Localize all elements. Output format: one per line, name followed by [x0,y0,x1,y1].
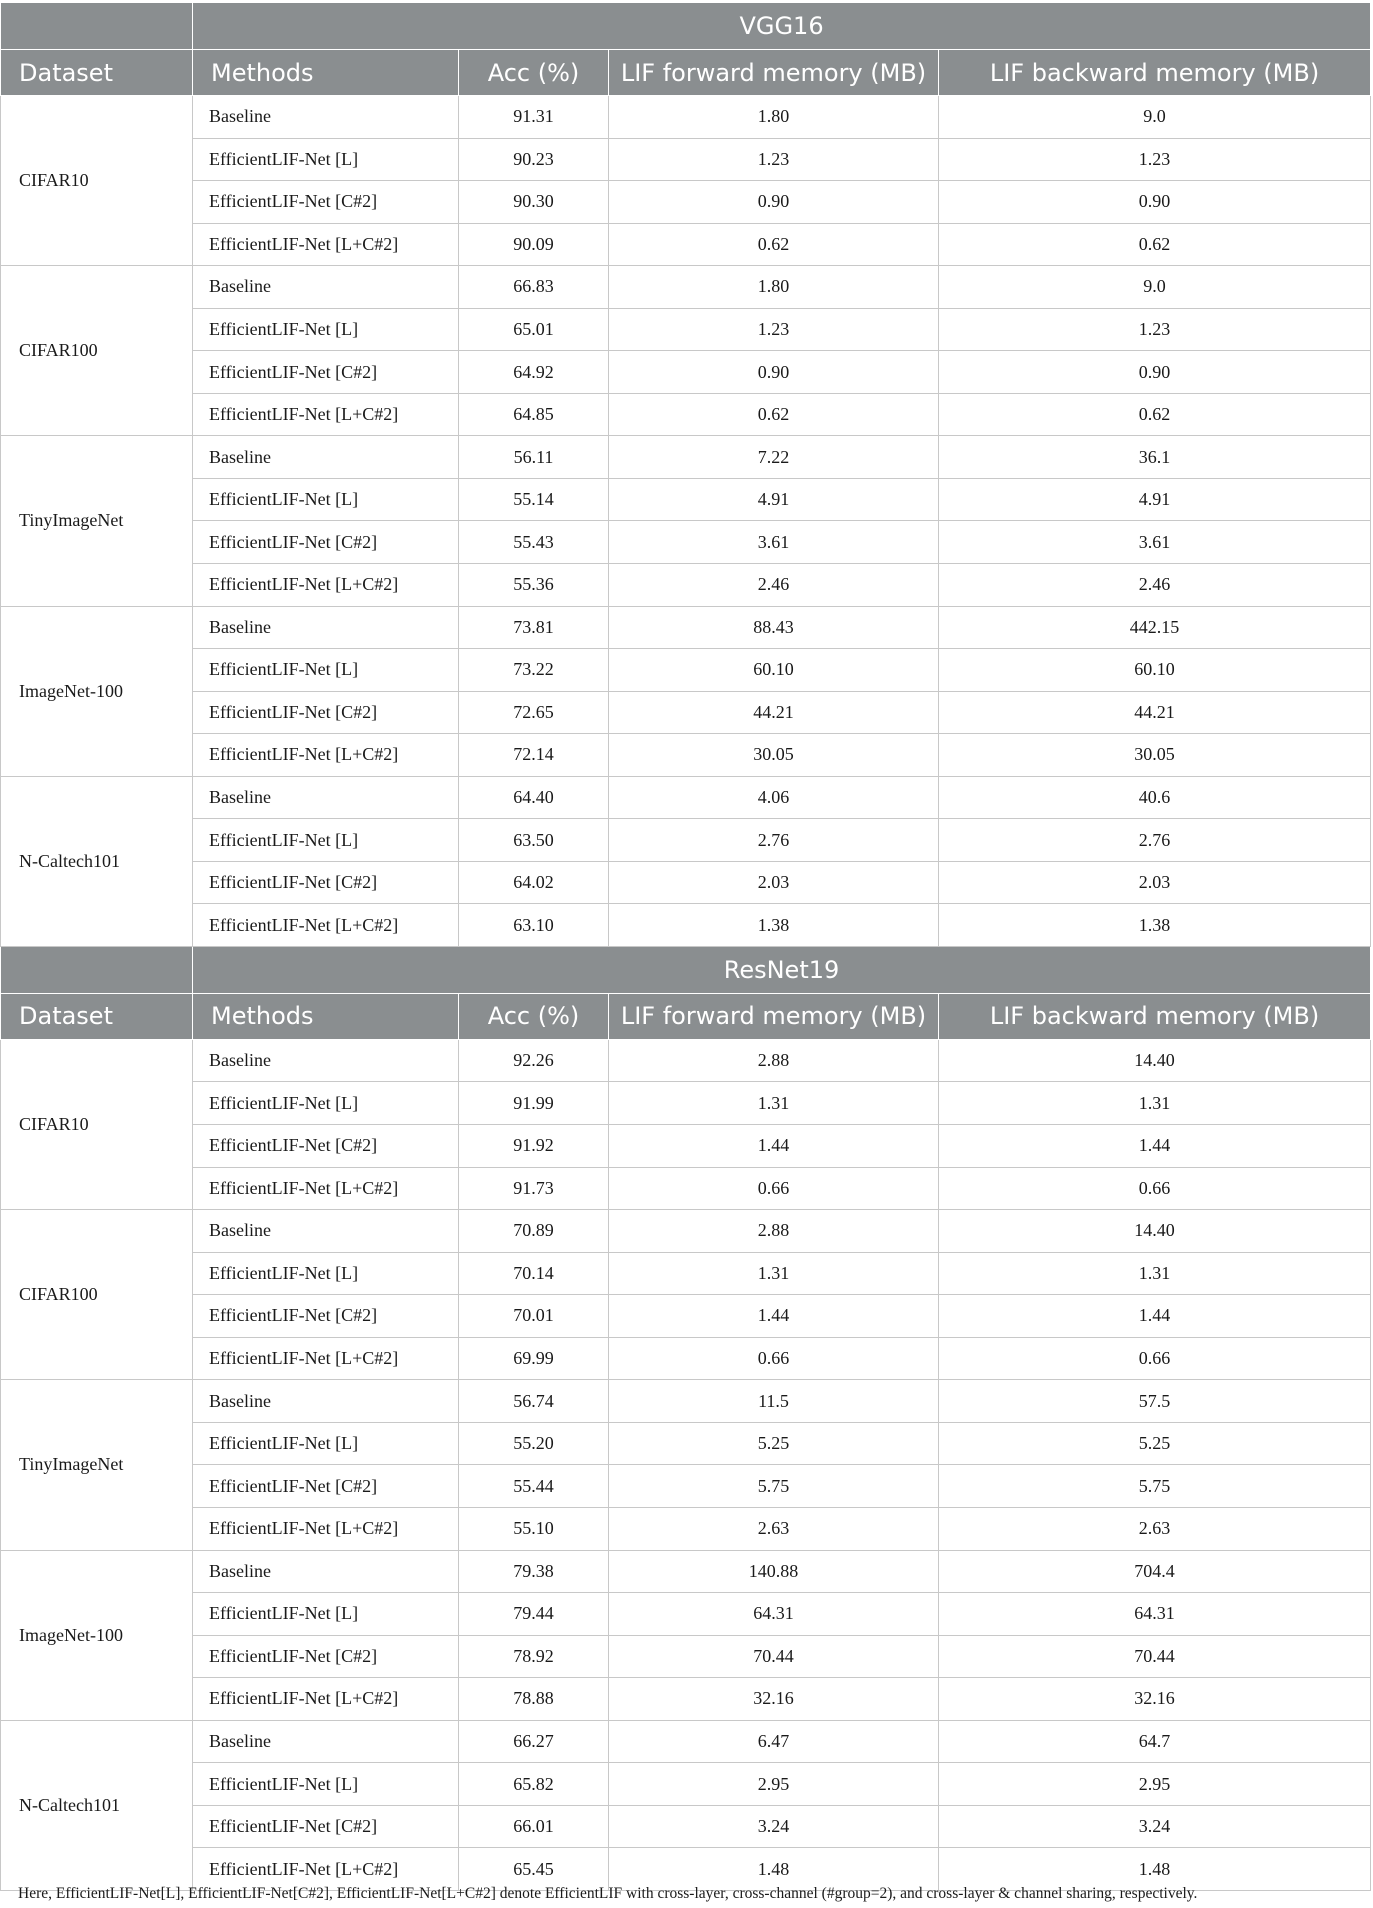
architecture-title: ResNet19 [193,946,1371,993]
method-cell: EfficientLIF-Net [C#2] [193,351,459,394]
table-row [1,436,1371,479]
forward-memory-cell: 64.31 [609,1593,939,1636]
backward-memory-cell: 3.24 [939,1805,1371,1848]
backward-memory-cell: 3.61 [939,521,1371,564]
acc-cell: 64.85 [459,393,609,436]
table-row [1,1337,1371,1380]
backward-memory-cell: 1.44 [939,1295,1371,1338]
backward-memory-cell: 2.76 [939,819,1371,862]
forward-memory-cell: 1.44 [609,1295,939,1338]
results-table [0,2,1371,1891]
table-row [1,521,1371,564]
method-cell: EfficientLIF-Net [L+C#2] [193,1337,459,1380]
method-cell: EfficientLIF-Net [L] [193,1252,459,1295]
table-row [1,1039,1371,1082]
dataset-cell: CIFAR10 [1,1039,193,1209]
forward-memory-cell: 1.80 [609,266,939,309]
table-row [1,606,1371,649]
forward-memory-cell: 2.95 [609,1763,939,1806]
table-row [1,1507,1371,1550]
backward-memory-cell: 2.03 [939,861,1371,904]
acc-cell: 91.31 [459,96,609,139]
acc-cell: 55.10 [459,1507,609,1550]
dataset-cell: TinyImageNet [1,436,193,606]
forward-memory-cell: 1.23 [609,138,939,181]
method-cell: EfficientLIF-Net [C#2] [193,181,459,224]
method-cell: EfficientLIF-Net [L] [193,1082,459,1125]
forward-memory-cell: 5.75 [609,1465,939,1508]
method-cell: EfficientLIF-Net [L+C#2] [193,393,459,436]
method-cell: Baseline [193,1380,459,1423]
dataset-cell: ImageNet-100 [1,1550,193,1720]
backward-memory-cell: 4.91 [939,478,1371,521]
column-header-row [1,50,1371,96]
forward-memory-cell: 2.03 [609,861,939,904]
acc-cell: 72.14 [459,734,609,777]
acc-cell: 66.01 [459,1805,609,1848]
forward-memory-cell: 4.91 [609,478,939,521]
dataset-cell: CIFAR100 [1,266,193,436]
acc-cell: 66.83 [459,266,609,309]
backward-memory-cell: 9.0 [939,266,1371,309]
method-cell: EfficientLIF-Net [L] [193,308,459,351]
forward-memory-cell: 0.66 [609,1167,939,1210]
acc-cell: 65.45 [459,1848,609,1891]
forward-memory-cell: 70.44 [609,1635,939,1678]
table-row [1,478,1371,521]
forward-memory-cell: 2.46 [609,564,939,607]
table-row [1,1295,1371,1338]
backward-memory-cell: 36.1 [939,436,1371,479]
table-row [1,393,1371,436]
backward-memory-cell: 704.4 [939,1550,1371,1593]
table-row [1,776,1371,819]
forward-memory-cell: 11.5 [609,1380,939,1423]
method-cell: Baseline [193,1039,459,1082]
method-cell: Baseline [193,1210,459,1253]
table-row [1,1763,1371,1806]
backward-memory-cell: 44.21 [939,691,1371,734]
table-row [1,819,1371,862]
method-cell: EfficientLIF-Net [L+C#2] [193,1507,459,1550]
acc-cell: 55.14 [459,478,609,521]
acc-cell: 90.09 [459,223,609,266]
dataset-cell: N-Caltech101 [1,1720,193,1890]
forward-memory-cell: 1.48 [609,1848,939,1891]
table-row [1,1380,1371,1423]
table-row [1,1848,1371,1891]
dataset-cell: N-Caltech101 [1,776,193,946]
acc-cell: 55.44 [459,1465,609,1508]
backward-memory-cell: 1.31 [939,1082,1371,1125]
backward-memory-cell: 0.66 [939,1337,1371,1380]
forward-memory-cell: 0.90 [609,181,939,224]
acc-cell: 56.11 [459,436,609,479]
forward-memory-cell: 44.21 [609,691,939,734]
table-row [1,1125,1371,1168]
method-cell: Baseline [193,776,459,819]
backward-memory-cell: 2.63 [939,1507,1371,1550]
method-cell: EfficientLIF-Net [C#2] [193,691,459,734]
architecture-header-blank [1,3,193,50]
forward-memory-cell: 1.31 [609,1252,939,1295]
dataset-cell: CIFAR10 [1,96,193,266]
forward-memory-cell: 5.25 [609,1422,939,1465]
acc-cell: 63.50 [459,819,609,862]
backward-memory-cell: 1.48 [939,1848,1371,1891]
acc-cell: 73.22 [459,649,609,692]
table-row [1,1678,1371,1721]
method-cell: EfficientLIF-Net [L] [193,138,459,181]
architecture-header-row [1,946,1371,993]
forward-memory-cell: 3.24 [609,1805,939,1848]
backward-memory-cell: 0.62 [939,393,1371,436]
acc-cell: 73.81 [459,606,609,649]
table-row [1,1635,1371,1678]
dataset-cell: TinyImageNet [1,1380,193,1550]
table-row [1,861,1371,904]
method-cell: EfficientLIF-Net [L+C#2] [193,1848,459,1891]
backward-memory-cell: 14.40 [939,1039,1371,1082]
dataset-column-header: Dataset [1,993,193,1039]
method-cell: Baseline [193,266,459,309]
acc-cell: 79.44 [459,1593,609,1636]
method-cell: EfficientLIF-Net [L] [193,1422,459,1465]
dataset-cell: ImageNet-100 [1,606,193,776]
backward-memory-cell: 64.7 [939,1720,1371,1763]
table-row [1,734,1371,777]
forward-memory-cell: 0.90 [609,351,939,394]
forward-memory-cell: 2.76 [609,819,939,862]
method-cell: EfficientLIF-Net [C#2] [193,1465,459,1508]
backward-memory-cell: 70.44 [939,1635,1371,1678]
backward-memory-cell: 442.15 [939,606,1371,649]
acc-cell: 66.27 [459,1720,609,1763]
forward-memory-cell: 4.06 [609,776,939,819]
forward-memory-cell: 0.62 [609,223,939,266]
method-cell: EfficientLIF-Net [C#2] [193,1805,459,1848]
backward-memory-cell: 5.25 [939,1422,1371,1465]
table-row [1,1210,1371,1253]
table-footnote: Here, EfficientLIF-Net[L], EfficientLIF-Net[C#2], EfficientLIF-Net[L+C#2] denote EfficientLIF with cross-layer, cross-channel (#group=2), and cross-layer & channel sharing, respectively. [18,1885,1198,1902]
method-cell: Baseline [193,606,459,649]
acc-cell: 72.65 [459,691,609,734]
backward-memory-column-header: LIF backward memory (MB) [939,50,1371,96]
table-row [1,1550,1371,1593]
method-cell: EfficientLIF-Net [L+C#2] [193,904,459,947]
table-row [1,351,1371,394]
table-row [1,691,1371,734]
acc-cell: 91.73 [459,1167,609,1210]
acc-cell: 64.02 [459,861,609,904]
method-cell: Baseline [193,1720,459,1763]
acc-cell: 65.01 [459,308,609,351]
method-cell: EfficientLIF-Net [C#2] [193,1295,459,1338]
method-cell: Baseline [193,1550,459,1593]
acc-cell: 65.82 [459,1763,609,1806]
backward-memory-cell: 57.5 [939,1380,1371,1423]
backward-memory-cell: 14.40 [939,1210,1371,1253]
table-row [1,308,1371,351]
backward-memory-cell: 30.05 [939,734,1371,777]
method-cell: Baseline [193,96,459,139]
backward-memory-cell: 0.90 [939,351,1371,394]
forward-memory-cell: 2.63 [609,1507,939,1550]
method-cell: EfficientLIF-Net [L+C#2] [193,1678,459,1721]
acc-cell: 91.99 [459,1082,609,1125]
acc-cell: 78.88 [459,1678,609,1721]
backward-memory-cell: 1.23 [939,138,1371,181]
table-row [1,904,1371,947]
table-row [1,1082,1371,1125]
forward-memory-cell: 30.05 [609,734,939,777]
table-row [1,1422,1371,1465]
acc-cell: 92.26 [459,1039,609,1082]
forward-memory-cell: 1.38 [609,904,939,947]
architecture-header-blank [1,946,193,993]
forward-memory-cell: 32.16 [609,1678,939,1721]
backward-memory-cell: 0.90 [939,181,1371,224]
table-row [1,138,1371,181]
forward-memory-cell: 0.66 [609,1337,939,1380]
forward-memory-cell: 1.44 [609,1125,939,1168]
table-row [1,1167,1371,1210]
table-row [1,223,1371,266]
table-row [1,1720,1371,1763]
acc-cell: 56.74 [459,1380,609,1423]
forward-memory-cell: 1.31 [609,1082,939,1125]
forward-memory-cell: 1.23 [609,308,939,351]
method-cell: EfficientLIF-Net [C#2] [193,861,459,904]
acc-cell: 70.01 [459,1295,609,1338]
forward-memory-cell: 2.88 [609,1039,939,1082]
dataset-cell: CIFAR100 [1,1210,193,1380]
forward-memory-column-header: LIF forward memory (MB) [609,993,939,1039]
acc-cell: 55.43 [459,521,609,564]
method-cell: EfficientLIF-Net [C#2] [193,521,459,564]
backward-memory-cell: 0.62 [939,223,1371,266]
table-row [1,266,1371,309]
dataset-column-header: Dataset [1,50,193,96]
method-cell: Baseline [193,436,459,479]
acc-cell: 69.99 [459,1337,609,1380]
table-row [1,649,1371,692]
backward-memory-cell: 0.66 [939,1167,1371,1210]
backward-memory-column-header: LIF backward memory (MB) [939,993,1371,1039]
backward-memory-cell: 60.10 [939,649,1371,692]
backward-memory-cell: 2.46 [939,564,1371,607]
methods-column-header: Methods [193,993,459,1039]
table-row [1,1805,1371,1848]
method-cell: EfficientLIF-Net [L+C#2] [193,734,459,777]
table-body [1,3,1371,1891]
table-row [1,1593,1371,1636]
column-header-row [1,993,1371,1039]
acc-cell: 64.40 [459,776,609,819]
backward-memory-cell: 9.0 [939,96,1371,139]
acc-column-header: Acc (%) [459,993,609,1039]
backward-memory-cell: 2.95 [939,1763,1371,1806]
architecture-title: VGG16 [193,3,1371,50]
table-row [1,181,1371,224]
acc-cell: 91.92 [459,1125,609,1168]
architecture-header-row [1,3,1371,50]
method-cell: EfficientLIF-Net [L+C#2] [193,1167,459,1210]
forward-memory-cell: 6.47 [609,1720,939,1763]
method-cell: EfficientLIF-Net [L] [193,649,459,692]
acc-cell: 63.10 [459,904,609,947]
table-row [1,1252,1371,1295]
backward-memory-cell: 1.31 [939,1252,1371,1295]
forward-memory-cell: 7.22 [609,436,939,479]
forward-memory-column-header: LIF forward memory (MB) [609,50,939,96]
table-row [1,1465,1371,1508]
backward-memory-cell: 64.31 [939,1593,1371,1636]
acc-cell: 70.89 [459,1210,609,1253]
method-cell: EfficientLIF-Net [L] [193,1763,459,1806]
forward-memory-cell: 88.43 [609,606,939,649]
table-row [1,96,1371,139]
backward-memory-cell: 40.6 [939,776,1371,819]
method-cell: EfficientLIF-Net [L+C#2] [193,564,459,607]
acc-cell: 70.14 [459,1252,609,1295]
acc-cell: 90.23 [459,138,609,181]
forward-memory-cell: 1.80 [609,96,939,139]
acc-cell: 55.20 [459,1422,609,1465]
forward-memory-cell: 2.88 [609,1210,939,1253]
acc-cell: 78.92 [459,1635,609,1678]
forward-memory-cell: 3.61 [609,521,939,564]
backward-memory-cell: 1.23 [939,308,1371,351]
backward-memory-cell: 1.38 [939,904,1371,947]
method-cell: EfficientLIF-Net [L] [193,478,459,521]
forward-memory-cell: 140.88 [609,1550,939,1593]
acc-cell: 55.36 [459,564,609,607]
method-cell: EfficientLIF-Net [C#2] [193,1125,459,1168]
method-cell: EfficientLIF-Net [C#2] [193,1635,459,1678]
method-cell: EfficientLIF-Net [L+C#2] [193,223,459,266]
table-row [1,564,1371,607]
backward-memory-cell: 5.75 [939,1465,1371,1508]
backward-memory-cell: 32.16 [939,1678,1371,1721]
forward-memory-cell: 0.62 [609,393,939,436]
forward-memory-cell: 60.10 [609,649,939,692]
backward-memory-cell: 1.44 [939,1125,1371,1168]
acc-cell: 64.92 [459,351,609,394]
methods-column-header: Methods [193,50,459,96]
acc-cell: 79.38 [459,1550,609,1593]
acc-cell: 90.30 [459,181,609,224]
method-cell: EfficientLIF-Net [L] [193,1593,459,1636]
method-cell: EfficientLIF-Net [L] [193,819,459,862]
acc-column-header: Acc (%) [459,50,609,96]
